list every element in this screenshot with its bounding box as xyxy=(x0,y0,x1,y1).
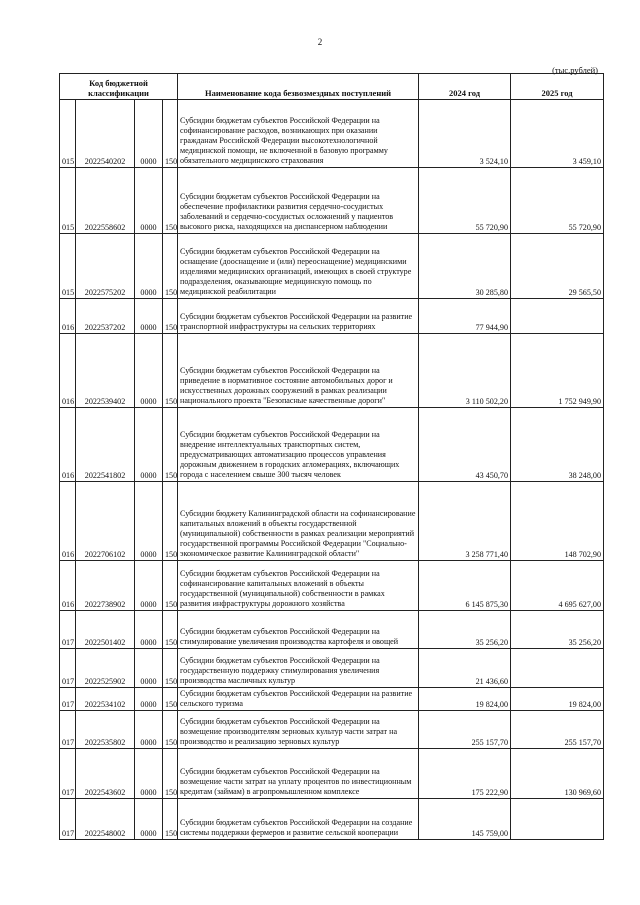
subtype-code-cell: 0000 xyxy=(135,334,163,408)
amount-2025-cell: 35 256,20 xyxy=(511,611,604,649)
amount-2025-cell: 3 459,10 xyxy=(511,100,604,168)
kind-code-cell: 150 xyxy=(163,799,178,840)
revenue-name-cell: Субсидии бюджету Калининградской области на софинансирование капитальных вложений в объекты государственной (муниципальной) собственности в рамках реализации мероприятий государственной программы Российской Федерации "Социально-экономическое развитие Калининградской области" xyxy=(178,482,419,561)
header-name: Наименование кода безвозмездных поступлений xyxy=(178,74,419,100)
amount-2024-cell: 43 450,70 xyxy=(419,408,511,482)
amount-2024-cell: 35 256,20 xyxy=(419,611,511,649)
amount-2024-cell: 3 110 502,20 xyxy=(419,334,511,408)
kind-code-cell: 150 xyxy=(163,168,178,234)
table-row xyxy=(60,234,604,299)
table-row xyxy=(60,408,604,482)
kind-code-cell: 150 xyxy=(163,561,178,611)
classification-code-cell: 2022541802 xyxy=(76,408,135,482)
kind-code-cell: 150 xyxy=(163,649,178,688)
admin-code-cell: 017 xyxy=(60,688,76,711)
subtype-code-cell: 0000 xyxy=(135,611,163,649)
revenue-name-cell: Субсидии бюджетам субъектов Российской Федерации на создание системы поддержки фермеров и развитие сельской кооперации xyxy=(178,799,419,840)
kind-code-cell: 150 xyxy=(163,611,178,649)
amount-2024-cell: 145 759,00 xyxy=(419,799,511,840)
amount-2025-cell: 4 695 627,00 xyxy=(511,561,604,611)
subtype-code-cell: 0000 xyxy=(135,168,163,234)
kind-code-cell: 150 xyxy=(163,482,178,561)
amount-2024-cell: 21 436,60 xyxy=(419,649,511,688)
table-row xyxy=(60,299,604,334)
classification-code-cell: 2022525902 xyxy=(76,649,135,688)
amount-2025-cell: 55 720,90 xyxy=(511,168,604,234)
subtype-code-cell: 0000 xyxy=(135,711,163,749)
header-2025: 2025 год xyxy=(511,74,604,100)
kind-code-cell: 150 xyxy=(163,408,178,482)
amount-2025-cell: 29 565,50 xyxy=(511,234,604,299)
amount-2025-cell: 38 248,00 xyxy=(511,408,604,482)
amount-2025-cell: 255 157,70 xyxy=(511,711,604,749)
revenue-name-cell: Субсидии бюджетам субъектов Российской Федерации на возмещение части затрат на уплату процентов по инвестиционным кредитам (займам) в агропромышленном комплексе xyxy=(178,749,419,799)
classification-code-cell: 2022558602 xyxy=(76,168,135,234)
admin-code-cell: 015 xyxy=(60,234,76,299)
subtype-code-cell: 0000 xyxy=(135,100,163,168)
revenue-name-cell: Субсидии бюджетам субъектов Российской Федерации на оснащение (дооснащение и (или) переоснащение) медицинскими изделиями медицинских организаций, имеющих в своей структуре подразделения, оказывающие медицинскую помощь по медицинской реабилитации xyxy=(178,234,419,299)
amount-2025-cell: 130 969,60 xyxy=(511,749,604,799)
table-header-row xyxy=(60,74,604,100)
kind-code-cell: 150 xyxy=(163,299,178,334)
table-row xyxy=(60,749,604,799)
kind-code-cell: 150 xyxy=(163,100,178,168)
revenue-name-cell: Субсидии бюджетам субъектов Российской Федерации на развитие транспортной инфраструктуры на сельских территориях xyxy=(178,299,419,334)
admin-code-cell: 016 xyxy=(60,334,76,408)
revenue-name-cell: Субсидии бюджетам субъектов Российской Федерации на обеспечение профилактики развития сердечно-сосудистых заболеваний и сердечно-сосудистых осложнений у пациентов высокого риска, находящихся на диспансерном наблюдении xyxy=(178,168,419,234)
kind-code-cell: 150 xyxy=(163,234,178,299)
classification-code-cell: 2022539402 xyxy=(76,334,135,408)
classification-code-cell: 2022738902 xyxy=(76,561,135,611)
classification-code-cell: 2022501402 xyxy=(76,611,135,649)
admin-code-cell: 015 xyxy=(60,168,76,234)
amount-2025-cell xyxy=(511,299,604,334)
subtype-code-cell: 0000 xyxy=(135,561,163,611)
admin-code-cell: 017 xyxy=(60,711,76,749)
budget-table xyxy=(59,73,604,840)
admin-code-cell: 016 xyxy=(60,482,76,561)
revenue-name-cell: Субсидии бюджетам субъектов Российской Федерации на развитие сельского туризма xyxy=(178,688,419,711)
admin-code-cell: 017 xyxy=(60,611,76,649)
revenue-name-cell: Субсидии бюджетам субъектов Российской Федерации на приведение в нормативное состояние автомобильных дорог и искусственных дорожных сооружений в рамках реализации национального проекта "Безопасные качественные дороги" xyxy=(178,334,419,408)
amount-2024-cell: 6 145 875,30 xyxy=(419,561,511,611)
subtype-code-cell: 0000 xyxy=(135,688,163,711)
page-number: 2 xyxy=(317,37,323,47)
amount-2024-cell: 30 285,80 xyxy=(419,234,511,299)
kind-code-cell: 150 xyxy=(163,711,178,749)
table-row xyxy=(60,799,604,840)
header-code: Код бюджетной классификации xyxy=(60,74,178,100)
subtype-code-cell: 0000 xyxy=(135,234,163,299)
table-row xyxy=(60,711,604,749)
table-row xyxy=(60,649,604,688)
amount-2024-cell: 3 524,10 xyxy=(419,100,511,168)
revenue-name-cell: Субсидии бюджетам субъектов Российской Федерации на внедрение интеллектуальных транспортных систем, предусматривающих автоматизацию процессов управления дорожным движением в городских агломерациях, включающих города с населением свыше 300 тысяч человек xyxy=(178,408,419,482)
classification-code-cell: 2022543602 xyxy=(76,749,135,799)
units-label: (тыс.рублей) xyxy=(552,65,598,75)
subtype-code-cell: 0000 xyxy=(135,799,163,840)
amount-2025-cell: 19 824,00 xyxy=(511,688,604,711)
amount-2024-cell: 77 944,90 xyxy=(419,299,511,334)
revenue-name-cell: Субсидии бюджетам субъектов Российской Федерации на софинансирование расходов, возникающих при оказании гражданам Российской Федерации высокотехнологичной медицинской помощи, не включенной в базовую программу обязательного медицинского страхования xyxy=(178,100,419,168)
amount-2024-cell: 175 222,90 xyxy=(419,749,511,799)
admin-code-cell: 016 xyxy=(60,408,76,482)
subtype-code-cell: 0000 xyxy=(135,749,163,799)
table-row xyxy=(60,334,604,408)
revenue-name-cell: Субсидии бюджетам субъектов Российской Федерации на возмещение производителям зерновых культур части затрат на производство и реализацию зерновых культур xyxy=(178,711,419,749)
subtype-code-cell: 0000 xyxy=(135,482,163,561)
classification-code-cell: 2022706102 xyxy=(76,482,135,561)
revenue-name-cell: Субсидии бюджетам субъектов Российской Федерации на стимулирование увеличения производства картофеля и овощей xyxy=(178,611,419,649)
classification-code-cell: 2022534102 xyxy=(76,688,135,711)
subtype-code-cell: 0000 xyxy=(135,649,163,688)
table-row xyxy=(60,482,604,561)
table-row xyxy=(60,611,604,649)
amount-2024-cell: 3 258 771,40 xyxy=(419,482,511,561)
amount-2024-cell: 55 720,90 xyxy=(419,168,511,234)
admin-code-cell: 016 xyxy=(60,299,76,334)
classification-code-cell: 2022535802 xyxy=(76,711,135,749)
kind-code-cell: 150 xyxy=(163,688,178,711)
kind-code-cell: 150 xyxy=(163,334,178,408)
admin-code-cell: 017 xyxy=(60,649,76,688)
classification-code-cell: 2022575202 xyxy=(76,234,135,299)
revenue-name-cell: Субсидии бюджетам субъектов Российской Федерации на государственную поддержку стимулирования увеличения производства масличных культур xyxy=(178,649,419,688)
amount-2025-cell: 1 752 949,90 xyxy=(511,334,604,408)
kind-code-cell: 150 xyxy=(163,749,178,799)
admin-code-cell: 017 xyxy=(60,749,76,799)
amount-2025-cell xyxy=(511,649,604,688)
admin-code-cell: 016 xyxy=(60,561,76,611)
table-row xyxy=(60,100,604,168)
amount-2024-cell: 255 157,70 xyxy=(419,711,511,749)
admin-code-cell: 017 xyxy=(60,799,76,840)
classification-code-cell: 2022540202 xyxy=(76,100,135,168)
table-row xyxy=(60,168,604,234)
amount-2025-cell xyxy=(511,799,604,840)
subtype-code-cell: 0000 xyxy=(135,408,163,482)
table-row xyxy=(60,688,604,711)
table-row xyxy=(60,561,604,611)
amount-2024-cell: 19 824,00 xyxy=(419,688,511,711)
amount-2025-cell: 148 702,90 xyxy=(511,482,604,561)
classification-code-cell: 2022537202 xyxy=(76,299,135,334)
subtype-code-cell: 0000 xyxy=(135,299,163,334)
revenue-name-cell: Субсидии бюджетам субъектов Российской Федерации на софинансирование капитальных вложений в объекты государственной (муниципальной) собственности в рамках развития инфраструктуры дорожного хозяйства xyxy=(178,561,419,611)
header-2024: 2024 год xyxy=(419,74,511,100)
classification-code-cell: 2022548002 xyxy=(76,799,135,840)
admin-code-cell: 015 xyxy=(60,100,76,168)
